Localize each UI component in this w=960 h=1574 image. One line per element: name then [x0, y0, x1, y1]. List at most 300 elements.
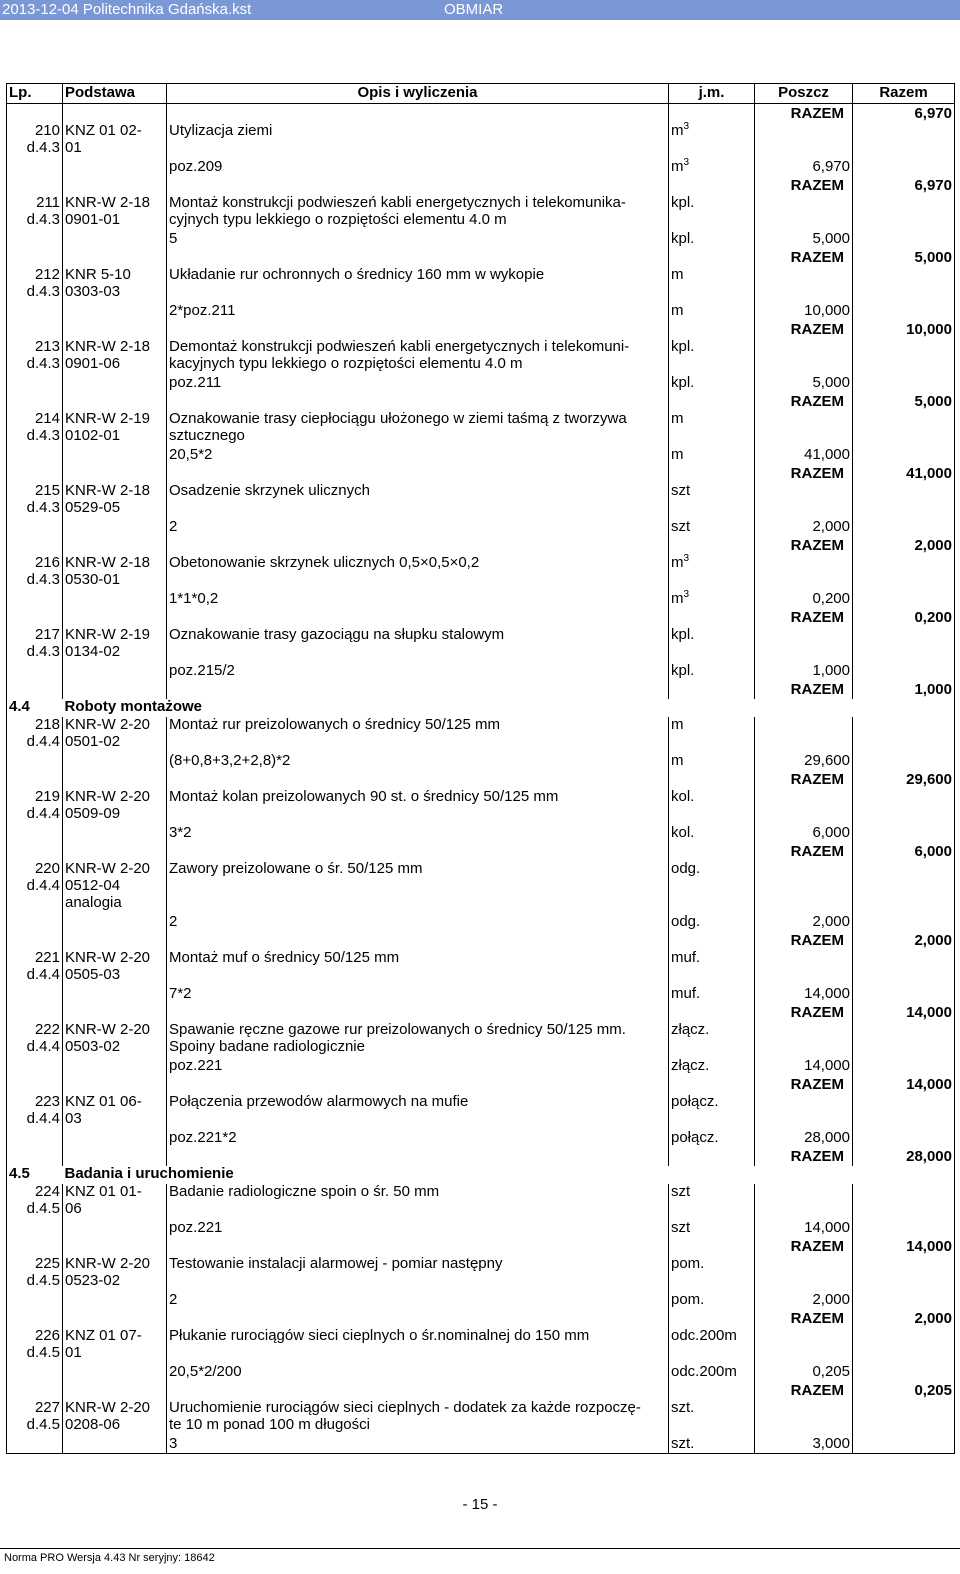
position-basis [63, 267, 167, 284]
position-ref [7, 1111, 63, 1128]
position-basis-2 [63, 1111, 167, 1128]
section-title-text: Roboty montażowe [64, 698, 202, 715]
calculation-value-text: 0,200 [812, 590, 850, 607]
position-description-2-text: sztucznego [169, 427, 245, 444]
position-number-text: 214 [34, 410, 60, 427]
position-ref-text: d.4.3 [26, 283, 60, 300]
razem-value [853, 1003, 955, 1022]
position-basis-2 [63, 1201, 167, 1218]
position-number [7, 195, 63, 212]
razem-value [853, 1309, 955, 1328]
position-number-text: 218 [34, 716, 60, 733]
calculation-value [755, 912, 853, 931]
position-ref [7, 1345, 63, 1362]
calculation-unit-text: złącz. [671, 1057, 710, 1074]
calculation-formula [167, 661, 669, 680]
position-basis-text: KNR-W 2-18 [65, 482, 151, 499]
razem-row [7, 104, 955, 124]
position-basis [63, 950, 167, 967]
razem-value [853, 680, 955, 699]
col-lp: Lp. [7, 84, 63, 104]
calculation-value [755, 301, 853, 320]
calculation-value [755, 229, 853, 248]
razem-label-text: RAZEM [790, 537, 844, 554]
position-unit-text: kol. [671, 788, 695, 805]
position-basis-2-text: 0503-02 [65, 1038, 121, 1055]
position-ref-text: d.4.3 [26, 499, 60, 516]
position-number [7, 555, 63, 572]
col-razem: Razem [853, 84, 955, 104]
position-ref [7, 356, 63, 373]
section-number-text: 4.5 [9, 1165, 30, 1182]
calculation-unit-text: m [671, 158, 684, 175]
position-ref-text: d.4.4 [26, 805, 60, 822]
calculation-formula [167, 1128, 669, 1147]
razem-label: RAZEM [755, 104, 853, 124]
calculation-unit-text: muf. [671, 985, 701, 1002]
calculation-row [7, 751, 955, 770]
calculation-unit [669, 1218, 755, 1237]
razem-value-text: 1,000 [914, 681, 952, 698]
position-description [167, 1400, 669, 1417]
calculation-formula [167, 301, 669, 320]
position-unit [669, 1022, 755, 1039]
position-description-2-text: cyjnych typu lekkiego o rozpiętości elementu 4.0 m [169, 211, 507, 228]
position-unit [669, 627, 755, 644]
position-basis-text: KNZ 01 02- [65, 122, 142, 139]
razem-label [755, 536, 853, 555]
calculation-row [7, 1218, 955, 1237]
position-number [7, 483, 63, 500]
calculation-unit [669, 1056, 755, 1075]
table-body [7, 104, 955, 1454]
calculation-unit [669, 751, 755, 770]
razem-value [853, 392, 955, 411]
position-description [167, 483, 669, 500]
position-row-2 [7, 806, 955, 823]
razem-label-text: RAZEM [790, 249, 844, 266]
calculation-row [7, 1290, 955, 1309]
position-ref [7, 806, 63, 823]
position-unit-text: m [671, 716, 684, 733]
position-unit [669, 195, 755, 212]
position-basis-2 [63, 734, 167, 751]
calculation-unit-text: szt. [671, 1435, 695, 1452]
razem-row [7, 770, 955, 789]
calculation-formula-text: 2*poz.211 [169, 302, 236, 319]
calculation-unit [669, 301, 755, 320]
calculation-formula [167, 1434, 669, 1454]
position-number [7, 1400, 63, 1417]
calculation-unit [669, 229, 755, 248]
position-row-3 [7, 895, 955, 912]
calculation-row [7, 1362, 955, 1381]
position-unit [669, 411, 755, 428]
position-description [167, 1184, 669, 1201]
calculation-formula [167, 589, 669, 608]
position-basis-2-text: 0523-02 [65, 1272, 121, 1289]
position-row [7, 861, 955, 878]
position-basis [63, 123, 167, 140]
position-basis-3-text: analogia [65, 894, 122, 911]
position-ref-text: d.4.5 [26, 1272, 60, 1289]
calculation-formula [167, 445, 669, 464]
calculation-formula-text: 1*1*0,2 [169, 590, 219, 607]
calculation-unit-text: m [671, 590, 684, 607]
position-ref-text: d.4.4 [26, 733, 60, 750]
razem-value: 6,970 [853, 104, 955, 124]
position-ref [7, 644, 63, 661]
position-description-text: Połączenia przewodów alarmowych na mufie [169, 1093, 469, 1110]
position-row-2 [7, 1111, 955, 1128]
position-description-text: Montaż konstrukcji podwieszeń kabli energetycznych i telekomunika- [169, 194, 626, 211]
calculation-value-text: 14,000 [804, 1219, 850, 1236]
position-basis-2-text: 0901-06 [65, 355, 121, 372]
position-unit [669, 950, 755, 967]
header-bar [0, 0, 960, 20]
calculation-unit-text: szt [671, 518, 691, 535]
section-number [7, 699, 63, 717]
razem-value [853, 1147, 955, 1166]
calculation-formula [167, 823, 669, 842]
position-description-text: Badanie radiologiczne spoin o śr. 50 mm [169, 1183, 440, 1200]
position-number [7, 123, 63, 140]
position-basis-3 [63, 895, 167, 912]
position-unit-text: kpl. [671, 338, 695, 355]
razem-label-text: RAZEM [790, 681, 844, 698]
calculation-formula-text: 7*2 [169, 985, 192, 1002]
razem-value-text: 6,970 [914, 177, 952, 194]
calculation-row [7, 589, 955, 608]
calculation-value [755, 751, 853, 770]
calculation-row [7, 373, 955, 392]
razem-label [755, 842, 853, 861]
calculation-value-text: 41,000 [804, 446, 850, 463]
position-basis-text: KNR-W 2-20 [65, 1255, 151, 1272]
position-row-2 [7, 1273, 955, 1290]
position-row [7, 1022, 955, 1039]
position-unit-text: kpl. [671, 194, 695, 211]
razem-value-text: 10,000 [906, 321, 952, 338]
position-unit-text: m [671, 122, 684, 139]
position-description [167, 339, 669, 356]
razem-value-text: 14,000 [906, 1004, 952, 1021]
position-unit-text: szt [671, 482, 691, 499]
calculation-unit [669, 823, 755, 842]
razem-value-text: 0,200 [914, 609, 952, 626]
position-basis [63, 1184, 167, 1201]
position-description-text: Osadzenie skrzynek ulicznych [169, 482, 370, 499]
position-ref [7, 734, 63, 751]
position-unit-text: połącz. [671, 1093, 719, 1110]
position-basis-2-text: 0208-06 [65, 1416, 121, 1433]
razem-row [7, 1237, 955, 1256]
position-ref-text: d.4.4 [26, 1038, 60, 1055]
position-basis [63, 861, 167, 878]
razem-value [853, 1075, 955, 1094]
razem-label [755, 464, 853, 483]
position-ref [7, 428, 63, 445]
col-poszcz: Poszcz [755, 84, 853, 104]
position-basis-text: KNZ 01 01- [65, 1183, 142, 1200]
calculation-unit [669, 1290, 755, 1309]
position-ref [7, 572, 63, 589]
position-unit [669, 339, 755, 356]
position-unit [669, 555, 755, 572]
position-ref [7, 967, 63, 984]
calculation-formula [167, 1056, 669, 1075]
calculation-value-text: 28,000 [804, 1129, 850, 1146]
calculation-value-text: 29,600 [804, 752, 850, 769]
calculation-value-text: 2,000 [812, 913, 850, 930]
position-description-text: Uruchomienie rurociągów sieci cieplnych - dodatek za każde rozpoczę- [169, 1399, 641, 1416]
position-unit [669, 861, 755, 878]
position-description-2 [167, 1417, 669, 1434]
position-row [7, 1256, 955, 1273]
razem-label [755, 176, 853, 195]
razem-value [853, 536, 955, 555]
position-unit [669, 1094, 755, 1111]
position-basis-2-text: 01 [65, 1344, 82, 1361]
unit-exponent: 3 [683, 553, 690, 564]
position-basis [63, 483, 167, 500]
position-ref [7, 1273, 63, 1290]
razem-label [755, 1075, 853, 1094]
position-number [7, 1256, 63, 1273]
calculation-unit-text: szt [671, 1219, 691, 1236]
calculation-formula [167, 751, 669, 770]
razem-label-text: RAZEM [790, 393, 844, 410]
position-ref-text: d.4.4 [26, 966, 60, 983]
position-row [7, 717, 955, 734]
razem-label [755, 1003, 853, 1022]
razem-row [7, 931, 955, 950]
position-basis-2 [63, 806, 167, 823]
calculation-row [7, 823, 955, 842]
position-ref-text: d.4.5 [26, 1344, 60, 1361]
position-row-2 [7, 644, 955, 661]
position-basis-2-text: 0509-09 [65, 805, 121, 822]
position-basis-text: KNZ 01 07- [65, 1327, 142, 1344]
position-row-2 [7, 500, 955, 517]
calculation-formula-text: 20,5*2/200 [169, 1363, 242, 1380]
calculation-formula-text: poz.221 [169, 1219, 223, 1236]
position-basis-2-text: 0303-03 [65, 283, 121, 300]
col-podstawa: Podstawa [63, 84, 167, 104]
position-row-2 [7, 967, 955, 984]
position-description [167, 717, 669, 734]
calculation-row [7, 517, 955, 536]
position-unit-text: odc.200m [671, 1327, 737, 1344]
position-row-2 [7, 284, 955, 301]
calculation-unit-text: kpl. [671, 374, 695, 391]
razem-label-text: RAZEM [790, 843, 844, 860]
razem-label-text: RAZEM [790, 321, 844, 338]
position-row-2 [7, 878, 955, 895]
razem-value-text: 2,000 [914, 1310, 952, 1327]
position-description [167, 1328, 669, 1345]
calculation-value-text: 3,000 [812, 1435, 850, 1452]
calculation-value [755, 1290, 853, 1309]
position-number [7, 1328, 63, 1345]
position-number [7, 267, 63, 284]
position-basis-2-text: 0102-01 [65, 427, 121, 444]
position-unit [669, 789, 755, 806]
position-number [7, 950, 63, 967]
calculation-unit-text: odc.200m [671, 1363, 737, 1380]
position-number [7, 627, 63, 644]
calculation-formula [167, 229, 669, 248]
section-row [7, 699, 955, 717]
col-opis: Opis i wyliczenia [167, 84, 669, 104]
calculation-formula-text: 2 [169, 1291, 178, 1308]
razem-row [7, 1309, 955, 1328]
position-row [7, 1400, 955, 1417]
position-number-text: 227 [34, 1399, 60, 1416]
position-row [7, 339, 955, 356]
position-basis-text: KNZ 01 06- [65, 1093, 142, 1110]
razem-row [7, 842, 955, 861]
razem-label [755, 608, 853, 627]
position-basis-2-text: 0529-05 [65, 499, 121, 516]
position-ref-text: d.4.5 [26, 1416, 60, 1433]
calculation-value [755, 1362, 853, 1381]
position-description [167, 950, 669, 967]
position-row [7, 1094, 955, 1111]
position-number [7, 1094, 63, 1111]
position-unit [669, 483, 755, 500]
calculation-value [755, 157, 853, 176]
razem-value-text: 41,000 [906, 465, 952, 482]
position-description-2-text: Spoiny badane radiologicznie [169, 1038, 365, 1055]
position-description [167, 861, 669, 878]
position-row [7, 627, 955, 644]
calculation-value-text: 14,000 [804, 985, 850, 1002]
position-row-2 [7, 140, 955, 157]
calculation-row [7, 1056, 955, 1075]
calculation-formula [167, 984, 669, 1003]
position-number [7, 339, 63, 356]
position-number-text: 226 [34, 1327, 60, 1344]
position-description-text: Utylizacja ziemi [169, 122, 273, 139]
calculation-value-text: 14,000 [804, 1057, 850, 1074]
calculation-unit [669, 373, 755, 392]
position-row [7, 1184, 955, 1201]
razem-label-text: RAZEM [790, 1004, 844, 1021]
position-unit-text: złącz. [671, 1021, 710, 1038]
position-row-2 [7, 734, 955, 751]
position-basis-2-text: 01 [65, 139, 82, 156]
position-description-text: Układanie rur ochronnych o średnicy 160 mm w wykopie [169, 266, 545, 283]
razem-row [7, 608, 955, 627]
section-row [7, 1166, 955, 1184]
calculation-unit-text: kol. [671, 824, 695, 841]
position-basis-text: KNR-W 2-18 [65, 554, 151, 571]
measurement-table [6, 83, 955, 1454]
razem-label-text: RAZEM [790, 1238, 844, 1255]
position-row [7, 1328, 955, 1345]
calculation-unit [669, 157, 755, 176]
position-unit-text: m [671, 554, 684, 571]
position-unit [669, 1184, 755, 1201]
position-row [7, 789, 955, 806]
page-number: - 15 - [462, 1496, 498, 1513]
position-number-text: 222 [34, 1021, 60, 1038]
razem-value [853, 1237, 955, 1256]
calculation-value [755, 373, 853, 392]
calculation-value [755, 1434, 853, 1454]
razem-label-text: RAZEM [790, 1076, 844, 1093]
razem-value-text: 5,000 [914, 249, 952, 266]
position-basis [63, 555, 167, 572]
position-ref-text: d.4.3 [26, 643, 60, 660]
position-ref-text: d.4.3 [26, 211, 60, 228]
position-description-text: Testowanie instalacji alarmowej - pomiar następny [169, 1255, 503, 1272]
calculation-row [7, 157, 955, 176]
position-row [7, 411, 955, 428]
position-description-text: Montaż rur preizolowanych o średnicy 50/125 mm [169, 716, 500, 733]
position-description-2 [167, 1039, 669, 1056]
position-number-text: 215 [34, 482, 60, 499]
calculation-unit-text: pom. [671, 1291, 705, 1308]
unit-exponent: 3 [683, 589, 690, 600]
position-basis-text: KNR-W 2-20 [65, 949, 151, 966]
razem-row [7, 536, 955, 555]
position-description-text: Montaż kolan preizolowanych 90 st. o średnicy 50/125 mm [169, 788, 559, 805]
header-section-title: OBMIAR [444, 1, 504, 18]
position-description-text: Płukanie rurociągów sieci cieplnych o śr.nominalnej do 150 mm [169, 1327, 590, 1344]
position-row-2 [7, 428, 955, 445]
calculation-row [7, 301, 955, 320]
position-basis [63, 195, 167, 212]
razem-label-text: RAZEM [790, 932, 844, 949]
position-row-2 [7, 212, 955, 229]
position-basis-text: KNR-W 2-18 [65, 338, 151, 355]
razem-value-text: 5,000 [914, 393, 952, 410]
position-basis-2 [63, 428, 167, 445]
position-ref [7, 1201, 63, 1218]
position-basis-2-text: 06 [65, 1200, 82, 1217]
razem-value-text: 29,600 [906, 771, 952, 788]
position-row-2 [7, 356, 955, 373]
calculation-formula-text: 3 [169, 1435, 178, 1452]
position-number-text: 210 [34, 122, 60, 139]
position-basis [63, 1094, 167, 1111]
position-description-text: Zawory preizolowane o śr. 50/125 mm [169, 860, 423, 877]
calculation-unit [669, 1128, 755, 1147]
calculation-formula [167, 1362, 669, 1381]
position-unit [669, 717, 755, 734]
position-ref-text: d.4.3 [26, 355, 60, 372]
calculation-formula-text: (8+0,8+3,2+2,8)*2 [169, 752, 291, 769]
position-number-text: 220 [34, 860, 60, 877]
position-basis-2-text: 0512-04 [65, 877, 121, 894]
position-ref [7, 212, 63, 229]
calculation-row [7, 912, 955, 931]
calculation-formula [167, 373, 669, 392]
razem-row [7, 680, 955, 699]
table-header-row [7, 84, 955, 104]
calculation-unit [669, 984, 755, 1003]
razem-row [7, 1381, 955, 1400]
position-basis-text: KNR-W 2-18 [65, 194, 151, 211]
section-title-text: Badania i uruchomienie [64, 1165, 234, 1182]
razem-label-text: RAZEM [790, 771, 844, 788]
razem-row [7, 1075, 955, 1094]
calculation-unit-text: kpl. [671, 662, 695, 679]
razem-value [853, 176, 955, 195]
razem-label-text: RAZEM [790, 1148, 844, 1165]
